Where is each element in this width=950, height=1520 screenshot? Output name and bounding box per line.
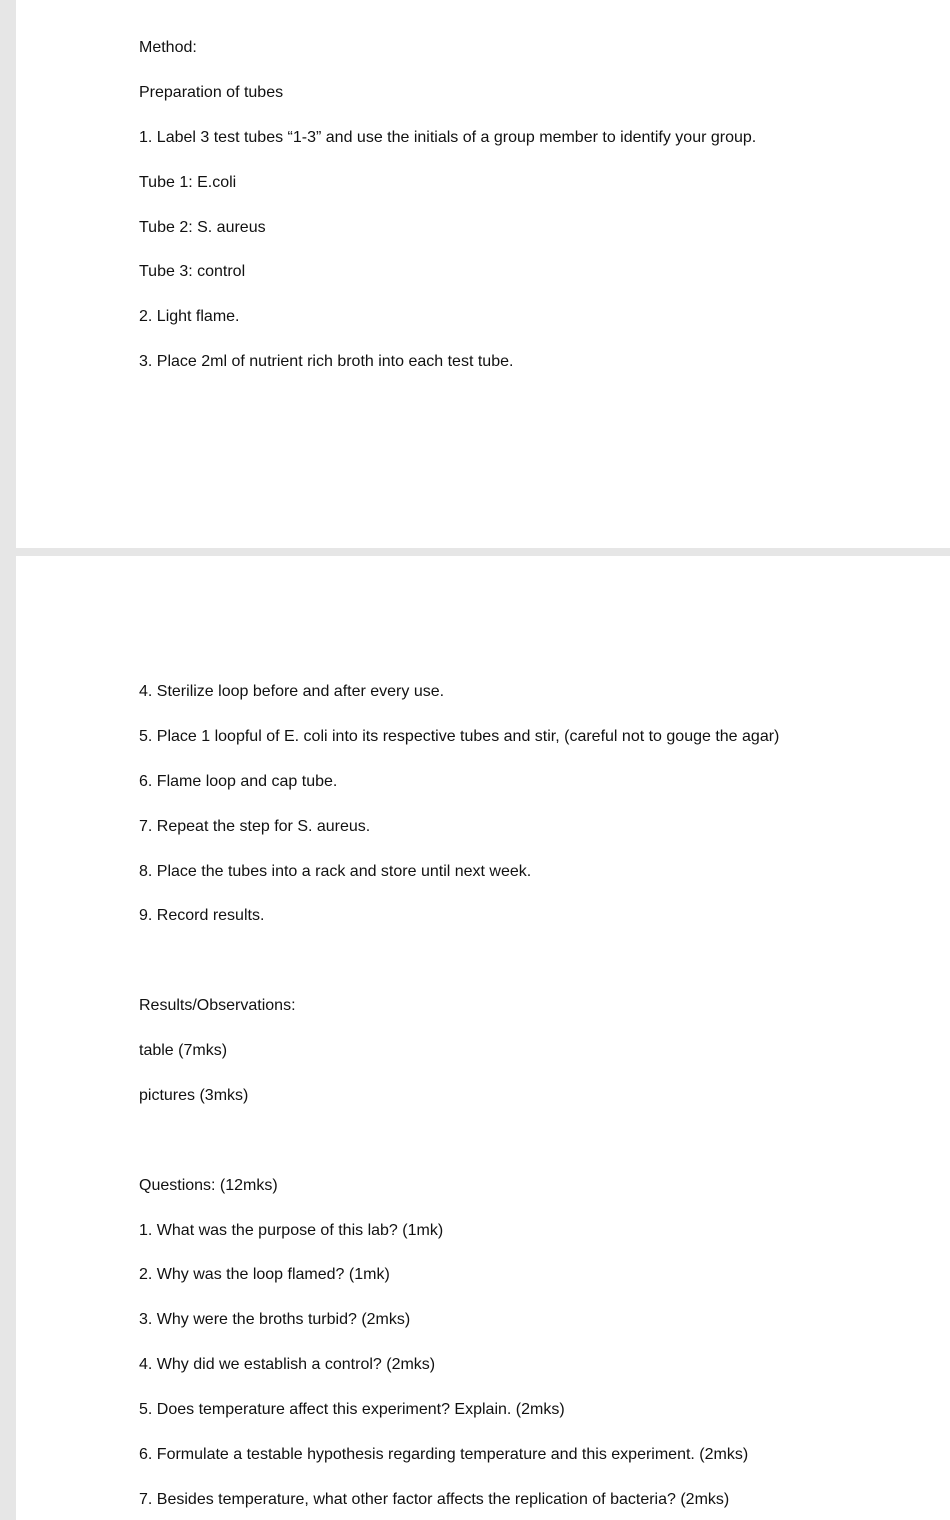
question-6: 6. Formulate a testable hypothesis regarding temperature and this experiment. (2mks) <box>139 1446 749 1463</box>
tube-3-label: Tube 3: control <box>139 263 246 280</box>
document-page-2 <box>16 556 950 1520</box>
question-4: 4. Why did we establish a control? (2mks) <box>139 1356 436 1373</box>
method-step-4: 4. Sterilize loop before and after every use. <box>139 683 445 700</box>
method-step-3: 3. Place 2ml of nutrient rich broth into each test tube. <box>139 353 514 370</box>
document-page-1 <box>16 0 950 548</box>
method-step-2: 2. Light flame. <box>139 308 240 325</box>
method-step-6: 6. Flame loop and cap tube. <box>139 773 338 790</box>
method-step-1: 1. Label 3 test tubes “1-3” and use the initials of a group member to identify your group. <box>139 129 757 146</box>
question-1: 1. What was the purpose of this lab? (1mk) <box>139 1222 444 1239</box>
method-step-7: 7. Repeat the step for S. aureus. <box>139 818 371 835</box>
method-step-8: 8. Place the tubes into a rack and store until next week. <box>139 863 532 880</box>
question-5: 5. Does temperature affect this experiment? Explain. (2mks) <box>139 1401 565 1418</box>
questions-heading: Questions: (12mks) <box>139 1177 278 1194</box>
method-heading: Method: <box>139 39 197 56</box>
tube-1-label: Tube 1: E.coli <box>139 174 237 191</box>
results-heading: Results/Observations: <box>139 997 296 1014</box>
preparation-subheading: Preparation of tubes <box>139 84 284 101</box>
method-step-9: 9. Record results. <box>139 907 265 924</box>
results-table-item: table (7mks) <box>139 1042 228 1059</box>
question-7: 7. Besides temperature, what other factor affects the replication of bacteria? (2mks) <box>139 1491 730 1508</box>
question-2: 2. Why was the loop flamed? (1mk) <box>139 1266 390 1283</box>
tube-2-label: Tube 2: S. aureus <box>139 219 266 236</box>
method-step-5: 5. Place 1 loopful of E. coli into its respective tubes and stir, (careful not to gouge the agar) <box>139 728 780 745</box>
question-3: 3. Why were the broths turbid? (2mks) <box>139 1311 411 1328</box>
results-pictures-item: pictures (3mks) <box>139 1087 249 1104</box>
